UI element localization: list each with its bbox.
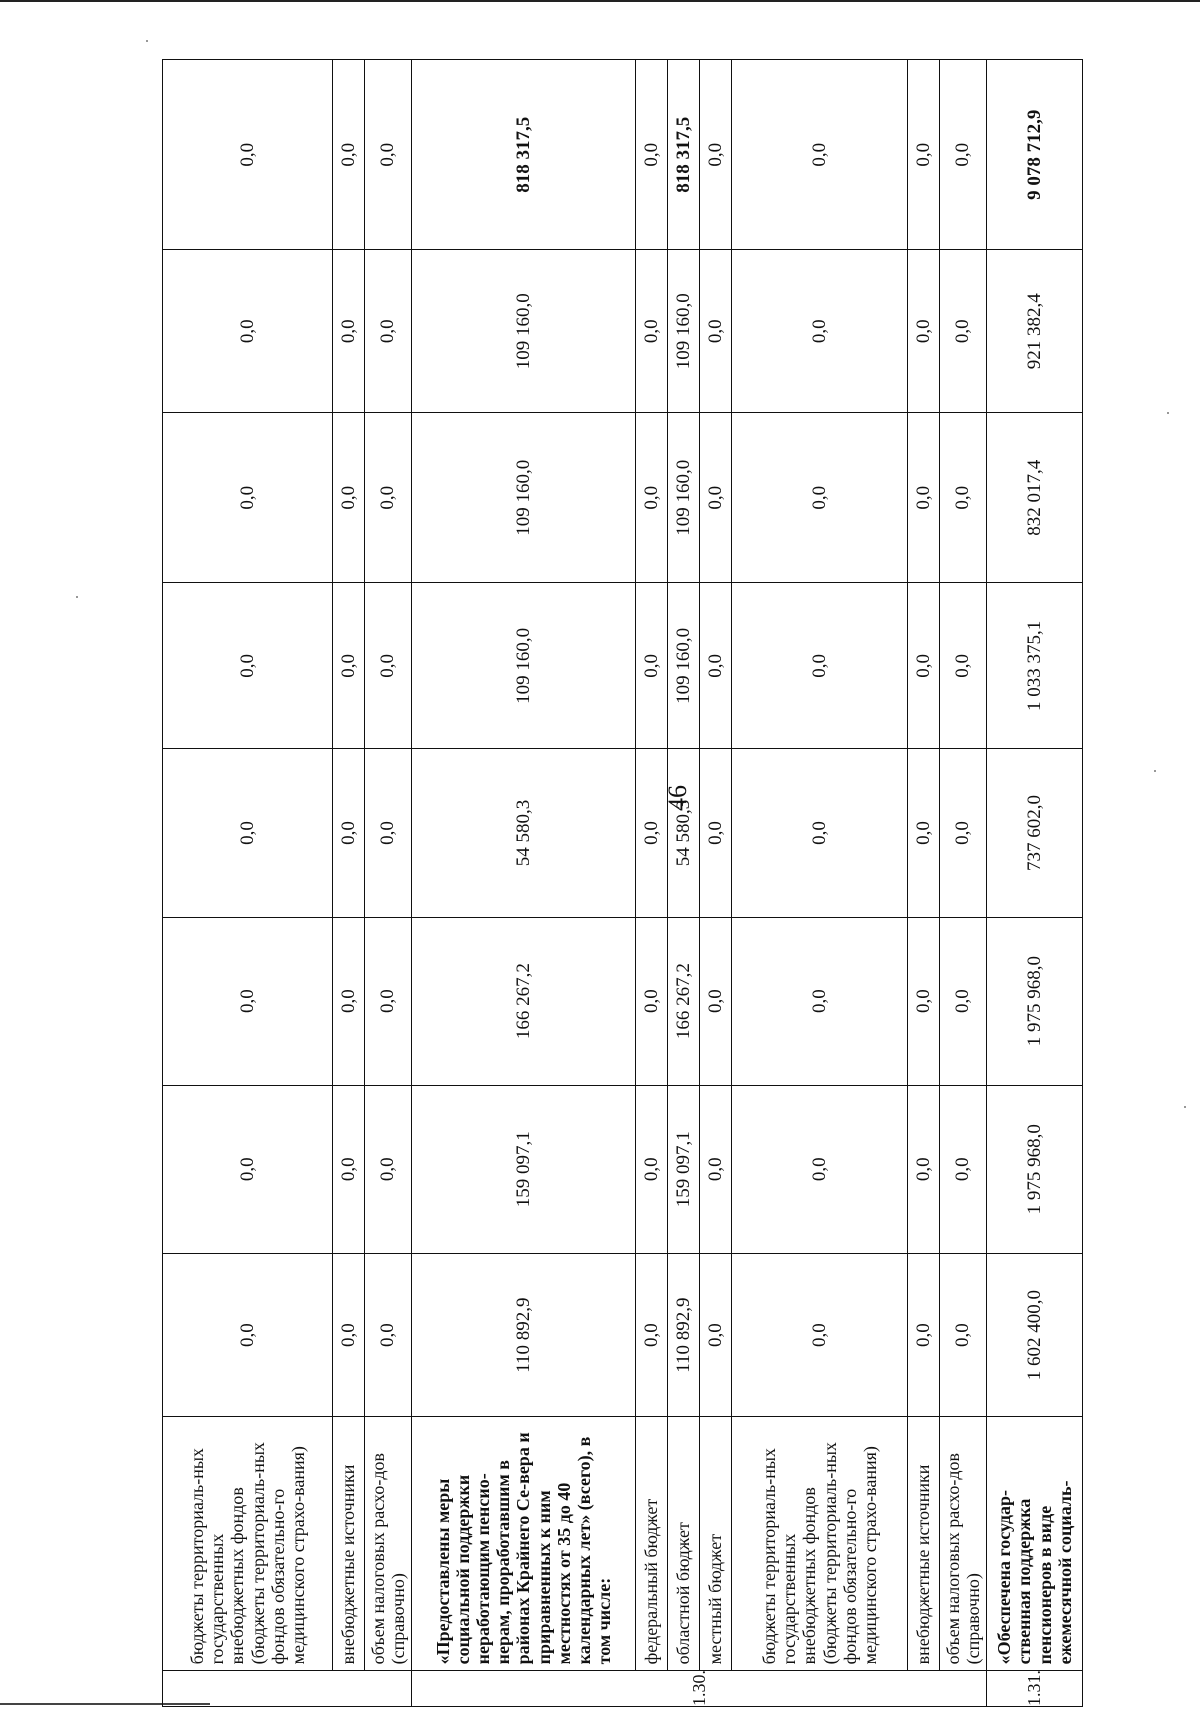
value-cell: 0,0 [163,749,333,917]
row-name: бюджеты территориаль-ных государственных внебюджетных фондов (бюджеты территориаль-ных фондов обязательно-го медицинского страхо-вания) [163,1417,333,1671]
value-cell: 0,0 [365,250,412,413]
value-cell: 0,0 [732,583,908,749]
row-name: «Обеспечена государ-ственная поддержка пенсионеров в виде ежемесячной социаль- [987,1417,1083,1671]
value-cell: 109 160,0 [668,413,700,583]
value-cell-total: 0,0 [163,60,333,251]
page-number: 46 [663,785,692,811]
value-cell: 166 267,2 [668,917,700,1085]
value-cell: 0,0 [636,749,668,917]
table-row [636,60,668,1707]
table-row [732,60,908,1707]
row-name: внебюджетные источники [333,1417,365,1671]
budget-table-rotated [162,59,1082,1707]
value-cell: 0,0 [940,250,987,413]
table-body [163,60,1083,1707]
value-cell: 0,0 [700,250,732,413]
value-cell: 0,0 [700,917,732,1085]
row-name: местный бюджет [700,1417,732,1671]
table-row [163,60,333,1707]
value-cell: 0,0 [940,1085,987,1253]
value-cell: 0,0 [333,583,365,749]
value-cell: 0,0 [636,250,668,413]
value-cell-total: 9 078 712,9 [987,60,1083,251]
value-cell: 0,0 [908,1085,940,1253]
scan-speck [1154,770,1156,772]
value-cell-total: 0,0 [732,60,908,251]
value-cell: 109 160,0 [412,250,636,413]
value-cell: 0,0 [908,250,940,413]
table-row [668,60,700,1707]
value-cell: 110 892,9 [668,1253,700,1417]
value-cell-total: 0,0 [333,60,365,251]
value-cell: 54 580,3 [412,749,636,917]
value-cell: 0,0 [365,1085,412,1253]
value-cell: 0,0 [163,583,333,749]
value-cell: 0,0 [700,583,732,749]
value-cell: 1 975 968,0 [987,917,1083,1085]
value-cell: 109 160,0 [668,250,700,413]
value-cell: 0,0 [636,1085,668,1253]
scan-speck [1167,412,1169,414]
value-cell: 0,0 [365,749,412,917]
value-cell-total: 0,0 [940,60,987,251]
table-row [333,60,365,1707]
table-row [700,60,732,1707]
value-cell: 0,0 [636,583,668,749]
value-cell: 0,0 [700,413,732,583]
row-name: объем налоговых расхо-дов (справочно) [940,1417,987,1671]
value-cell: 0,0 [365,413,412,583]
row-name: областной бюджет [668,1417,700,1671]
value-cell: 0,0 [365,583,412,749]
value-cell: 0,0 [163,1253,333,1417]
value-cell: 0,0 [333,1085,365,1253]
value-cell: 54 580,3 [668,749,700,917]
value-cell-total: 0,0 [700,60,732,251]
row-name: объем налоговых расхо-дов (справочно) [365,1417,412,1671]
value-cell: 110 892,9 [412,1253,636,1417]
budget-table [162,59,1083,1707]
value-cell: 0,0 [940,1253,987,1417]
row-name: «Предоставлены меры социальной поддержки неработающим пенсио-нерам, проработавшим в районах Крайнего Се-вера и приравненных к ним местностях от 35 до 40 календарных лет» (всего), в том числе: [412,1417,636,1671]
value-cell: 0,0 [636,1253,668,1417]
table-row [412,60,636,1707]
value-cell: 737 602,0 [987,749,1083,917]
scan-edge-top [0,0,1200,2]
value-cell-total: 818 317,5 [412,60,636,251]
value-cell: 109 160,0 [668,583,700,749]
row-number: 1.31. [987,1671,1083,1707]
row-number [163,1671,412,1707]
value-cell: 921 382,4 [987,250,1083,413]
value-cell: 0,0 [908,917,940,1085]
value-cell: 0,0 [700,749,732,917]
value-cell: 0,0 [940,749,987,917]
value-cell: 0,0 [333,1253,365,1417]
value-cell: 1 033 375,1 [987,583,1083,749]
value-cell: 0,0 [333,413,365,583]
row-name: бюджеты территориаль-ных государственных внебюджетных фондов (бюджеты территориаль-ных фондов обязательно-го медицинского страхо-вания) [732,1417,908,1671]
value-cell: 0,0 [732,413,908,583]
value-cell: 0,0 [333,749,365,917]
value-cell: 0,0 [732,250,908,413]
value-cell: 0,0 [163,250,333,413]
value-cell: 0,0 [365,917,412,1085]
value-cell: 159 097,1 [668,1085,700,1253]
value-cell: 0,0 [700,1253,732,1417]
value-cell: 1 602 400,0 [987,1253,1083,1417]
value-cell: 0,0 [636,917,668,1085]
value-cell: 0,0 [732,749,908,917]
value-cell: 0,0 [908,583,940,749]
row-number: 1.30. [412,1671,987,1707]
scan-speck [1184,1106,1186,1108]
value-cell: 0,0 [732,917,908,1085]
value-cell: 0,0 [333,250,365,413]
value-cell: 832 017,4 [987,413,1083,583]
value-cell-total: 818 317,5 [668,60,700,251]
value-cell: 0,0 [365,1253,412,1417]
value-cell: 0,0 [732,1253,908,1417]
value-cell: 0,0 [940,583,987,749]
value-cell: 0,0 [908,749,940,917]
value-cell-total: 0,0 [908,60,940,251]
value-cell-total: 0,0 [636,60,668,251]
value-cell: 159 097,1 [412,1085,636,1253]
value-cell: 109 160,0 [412,413,636,583]
table-row [365,60,412,1707]
value-cell: 0,0 [940,917,987,1085]
scan-speck [76,596,78,598]
value-cell: 0,0 [940,413,987,583]
row-name: федеральный бюджет [636,1417,668,1671]
value-cell: 0,0 [908,1253,940,1417]
value-cell: 0,0 [163,1085,333,1253]
table-row [987,60,1083,1707]
value-cell: 0,0 [333,917,365,1085]
value-cell: 0,0 [163,413,333,583]
value-cell: 0,0 [732,1085,908,1253]
value-cell: 0,0 [908,413,940,583]
value-cell: 1 975 968,0 [987,1085,1083,1253]
table-row [908,60,940,1707]
scan-speck [146,40,148,42]
value-cell: 0,0 [163,917,333,1085]
value-cell: 109 160,0 [412,583,636,749]
value-cell: 166 267,2 [412,917,636,1085]
table-row [940,60,987,1707]
value-cell: 0,0 [700,1085,732,1253]
value-cell-total: 0,0 [365,60,412,251]
row-name: внебюджетные источники [908,1417,940,1671]
value-cell: 0,0 [636,413,668,583]
